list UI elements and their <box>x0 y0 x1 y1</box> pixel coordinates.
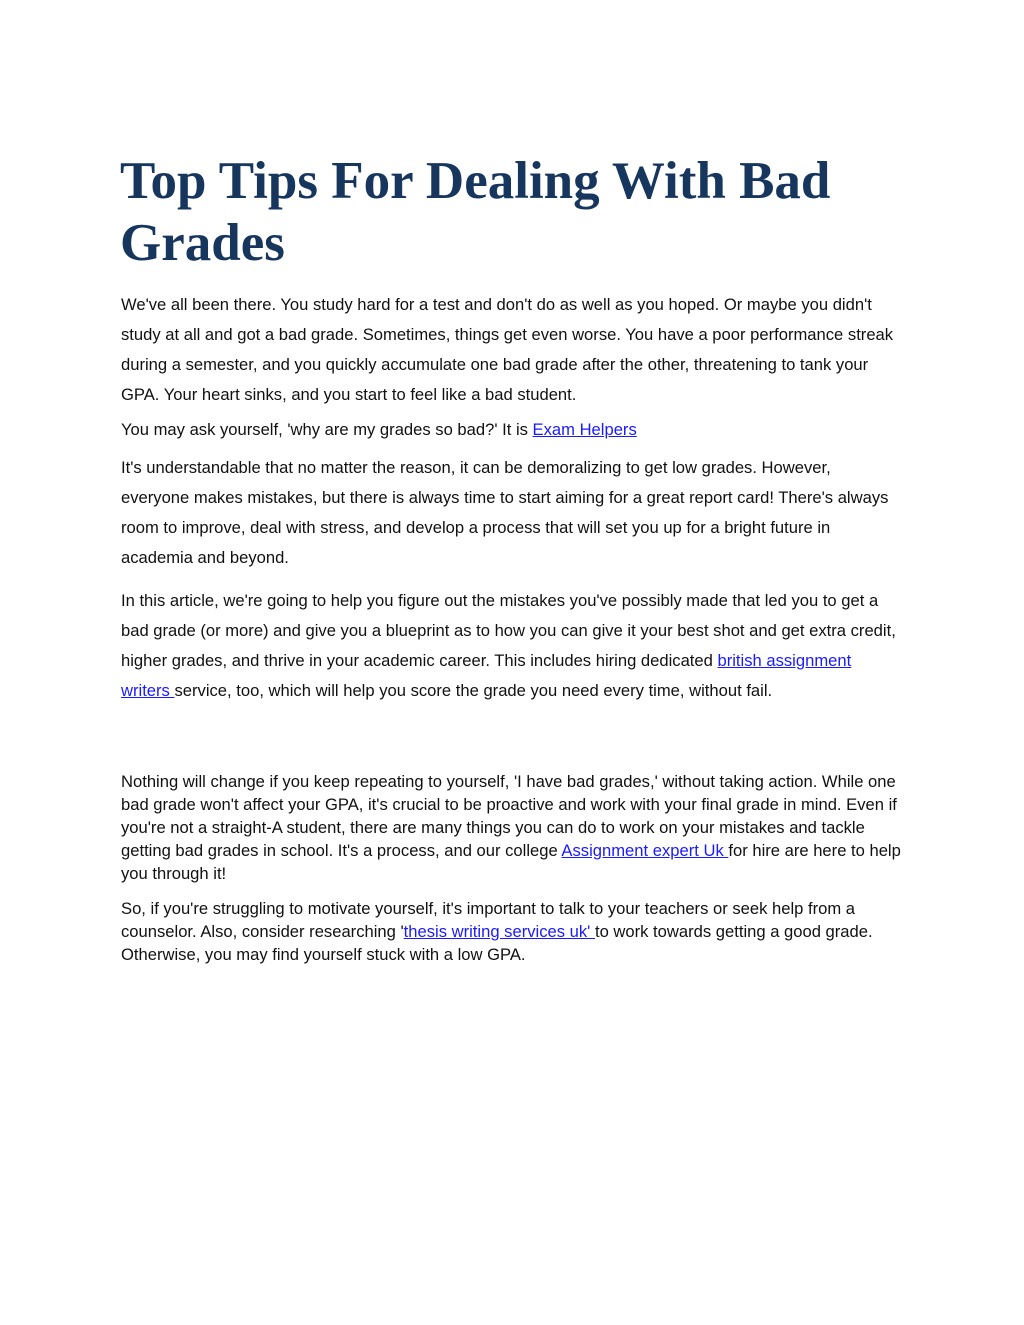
motivation-text-end: to work towards getting a good grade. Otherwise, you may find yourself stuck with a low GPA. <box>121 922 873 964</box>
understanding-paragraph: It's understandable that no matter the reason, it can be demoralizing to get low grades. However, everyone makes mistakes, but there is always time to start aiming for a great report card! There's always room to improve, deal with stress, and develop a process that will set you up for a bright future in academia and beyond. <box>121 458 889 567</box>
assignment-expert-uk-link[interactable]: Assignment expert Uk <box>561 841 729 860</box>
exam-helpers-link[interactable]: Exam Helpers <box>532 420 637 439</box>
overview-text-start: In this article, we're going to help you figure out the mistakes you've possibly made that led you to get a bad grade (or more) and give you a blueprint as to how you can give it your best shot and get extra credit, higher grades, and thrive in your academic career. This includes hiring dedicated <box>121 591 896 670</box>
intro-paragraph: We've all been there. You study hard for a test and don't do as well as you hoped. Or maybe you didn't study at all and got a bad grade. Sometimes, things get even worse. You have a poor performance streak during a semester, and you quickly accumulate one bad grade after the other, threatening to tank your GPA. Your heart sinks, and you start to feel like a bad student. <box>121 295 894 404</box>
british-assignment-writers-link[interactable]: british assignment writers <box>121 651 852 700</box>
intro-question-paragraph <box>121 415 901 445</box>
take-action-text-start: Nothing will change if you keep repeating to yourself, 'I have bad grades,' without taking action. While one bad grade won't affect your GPA, it's crucial to be proactive and work with your final grade in mind. Even if you're not a straight-A student, there are many things you can do to work on your mistakes and tackle getting bad grades in school. It's a process, and our college <box>121 772 897 860</box>
intro-question-text: You may ask yourself, 'why are my grades so bad?' It is <box>121 420 533 439</box>
motivation-paragraph <box>121 897 901 966</box>
take-action-text-end: for hire are here to help you through it! <box>121 841 901 883</box>
page-title: Top Tips For Dealing With Bad Grades <box>120 152 831 272</box>
article-overview-paragraph <box>121 586 901 706</box>
thesis-writing-services-link[interactable]: thesis writing services uk' <box>403 922 595 941</box>
overview-text-end: service, too, which will help you score the grade you need every time, without fail. <box>174 681 773 700</box>
motivation-text-start: So, if you're struggling to motivate yourself, it's important to talk to your teachers or seek help from a counselor. Also, consider researching ' <box>121 899 856 941</box>
take-action-paragraph <box>121 770 901 885</box>
